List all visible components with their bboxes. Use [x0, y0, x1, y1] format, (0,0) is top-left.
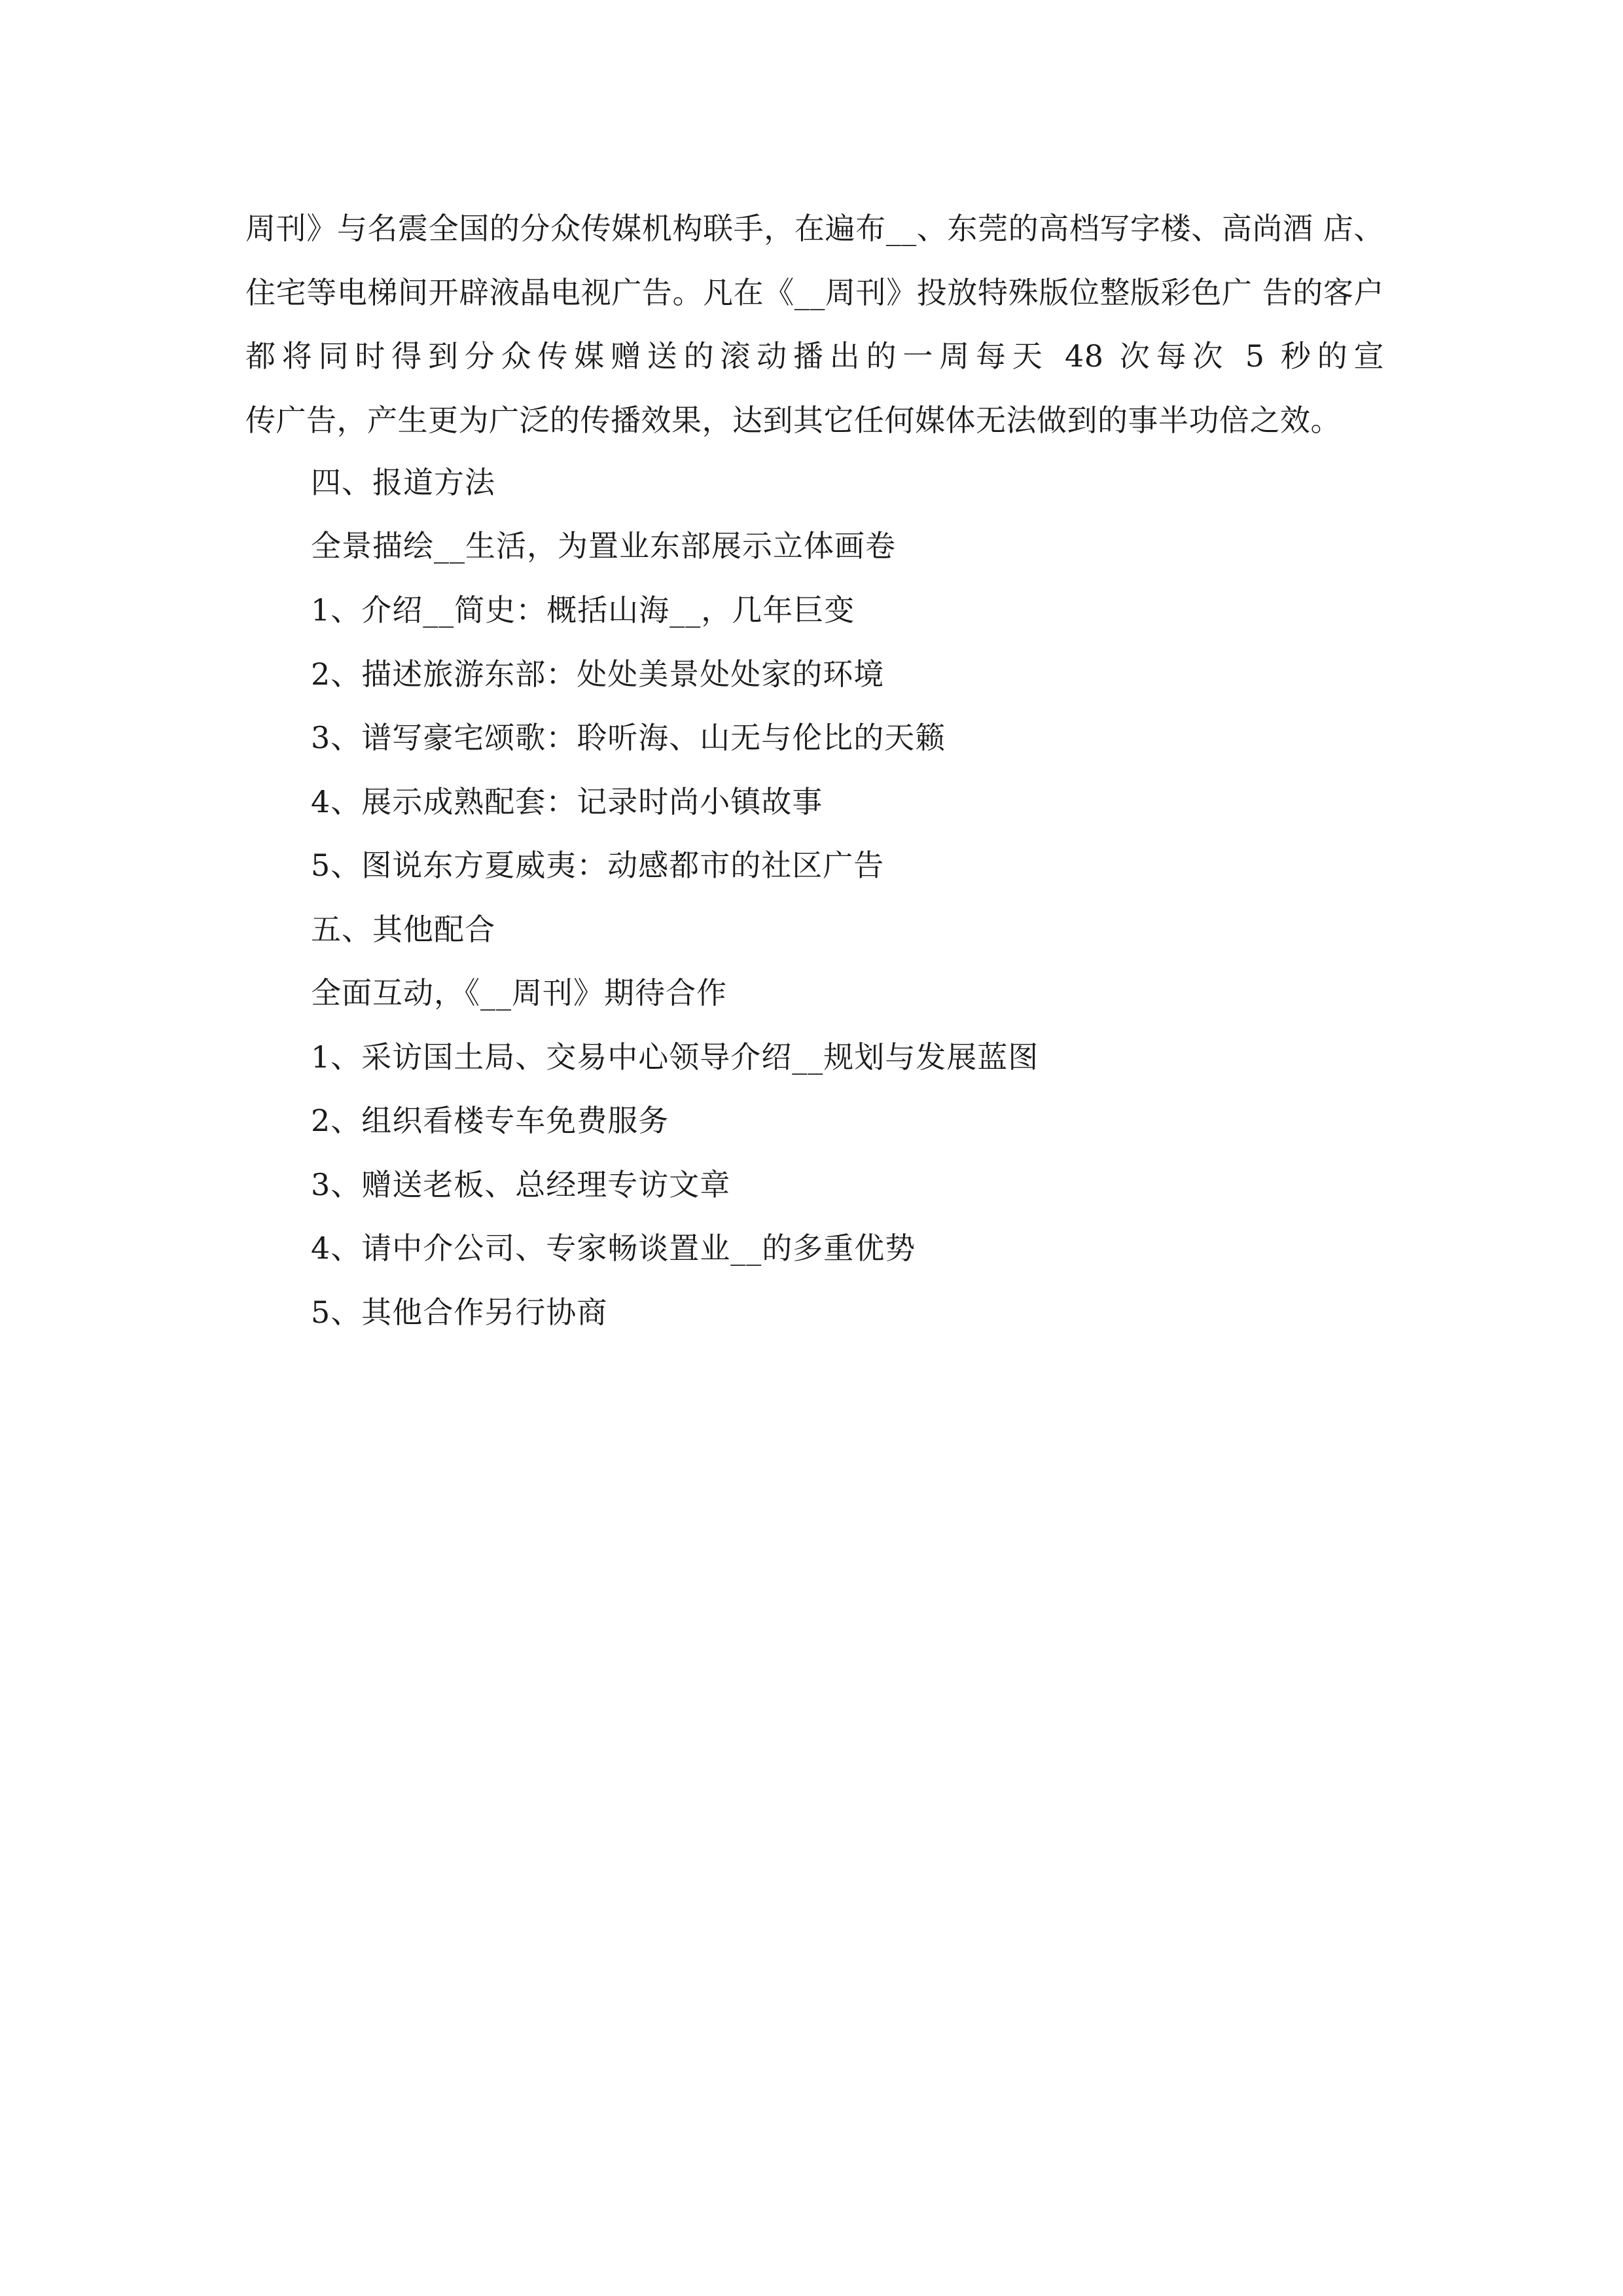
- paragraph-line: 传广告，产生更为广泛的传播效果，达到其它任何媒体无法做到的事半功倍之效。: [245, 402, 1341, 438]
- list-item: 4、展示成熟配套：记录时尚小镇故事: [311, 784, 823, 819]
- section-subtitle-five: 全面互动，《__周刊》期待合作: [311, 975, 727, 1011]
- section-subtitle-four: 全景描绘__生活，为置业东部展示立体画卷: [311, 528, 896, 564]
- list-item: 5、其他合作另行协商: [311, 1295, 608, 1330]
- list-item: 2、描述旅游东部：处处美景处处家的环境: [311, 656, 885, 692]
- list-item: 1、介绍__简史：概括山海__，几年巨变: [311, 592, 855, 628]
- body-paragraph: [245, 197, 1384, 452]
- paragraph-line: 店、住宅等电梯间开辟液晶电视广告。凡在《__周刊》投放特殊版位整版彩色广: [245, 211, 1385, 310]
- paragraph-line: 周刊》与名震全国的分众传媒机构联手，在遍布__、东莞的高档写字楼、高尚酒: [245, 211, 1313, 246]
- list-item: 3、谱写豪宅颂歌：聆听海、山无与伦比的天籁: [311, 720, 946, 755]
- paragraph-line: 告的客户都将同时得到分众传媒赠送的滚动播出的一周每天 48 次每次 5 秒的宣: [245, 274, 1385, 374]
- section-heading-four: 四、报道方法: [311, 465, 495, 500]
- list-item: 3、赠送老板、总经理专访文章: [311, 1167, 731, 1202]
- list-item: 5、图说东方夏威夷：动感都市的社区广告: [311, 848, 885, 883]
- list-item: 1、采访国土局、交易中心领导介绍__规划与发展蓝图: [311, 1039, 1039, 1075]
- list-item: 4、请中介公司、专家畅谈置业__的多重优势: [311, 1230, 916, 1266]
- list-item: 2、组织看楼专车免费服务: [311, 1103, 669, 1138]
- section-heading-five: 五、其他配合: [311, 912, 495, 947]
